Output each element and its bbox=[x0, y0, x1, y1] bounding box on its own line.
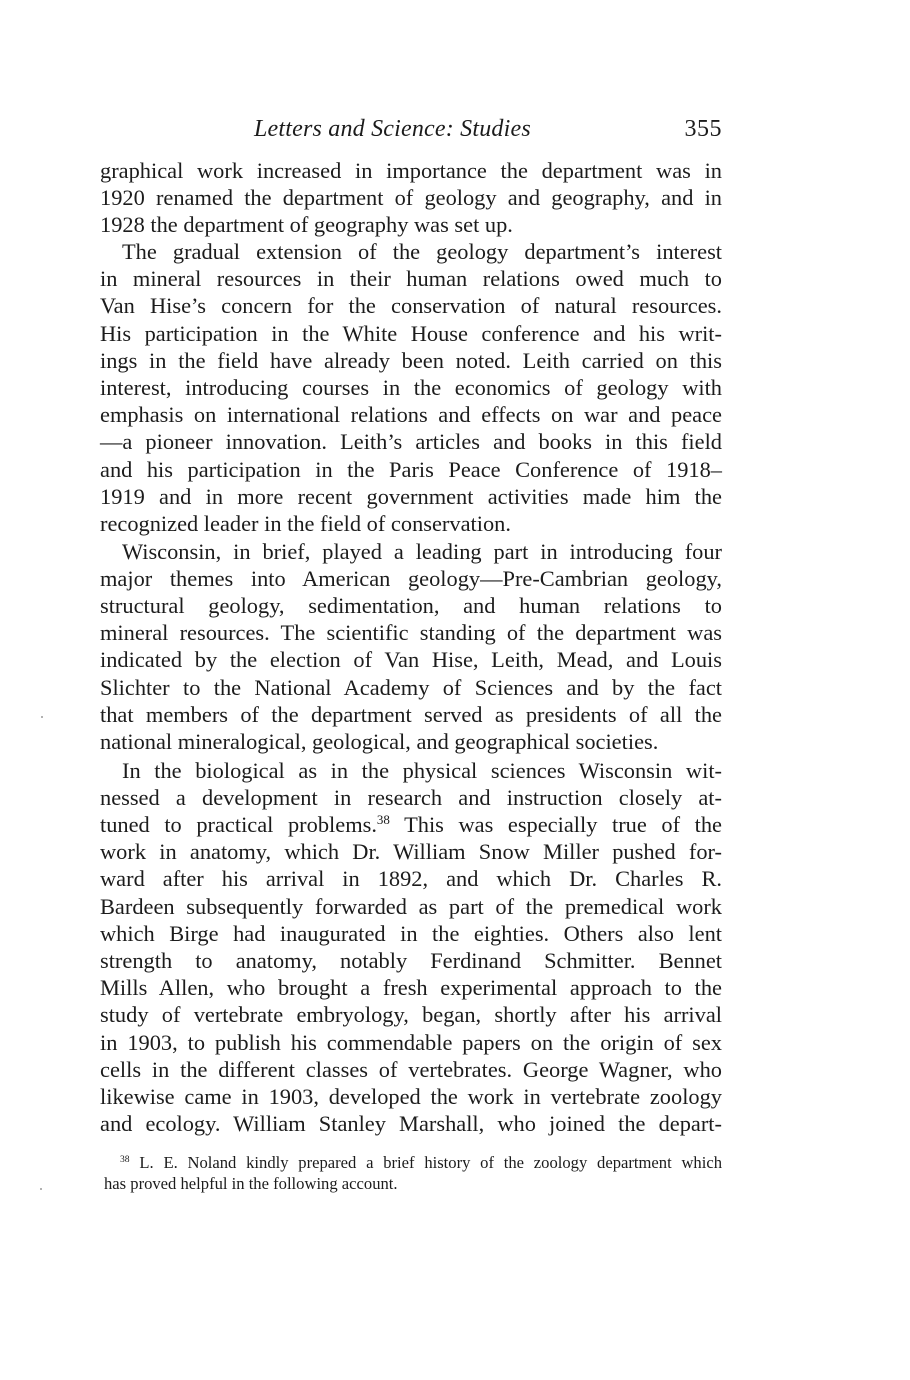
text-line: Van Hise’s concern for the conservation of natural resources. bbox=[100, 293, 722, 318]
footnote-reference[interactable]: 38 bbox=[376, 812, 390, 828]
text-line: that members of the department served as presidents of all the bbox=[100, 702, 722, 727]
text-line: work in anatomy, which Dr. William Snow Miller pushed for- bbox=[100, 839, 722, 864]
footnote-continuation: has proved helpful in the following account. bbox=[104, 1174, 398, 1193]
scan-speck bbox=[41, 716, 43, 718]
text-line: nessed a development in research and instruction closely at- bbox=[100, 785, 722, 810]
text-line: —a pioneer innovation. Leith’s articles and books in this field bbox=[100, 429, 722, 454]
text-line: interest, introducing courses in the economics of geology with bbox=[100, 375, 722, 400]
scan-speck bbox=[40, 1188, 42, 1190]
footnote bbox=[120, 1152, 722, 1174]
text-line: Slichter to the National Academy of Sciences and by the fact bbox=[100, 675, 722, 700]
text-line: The gradual extension of the geology department’s interest bbox=[122, 239, 722, 264]
text-line: strength to anatomy, notably Ferdinand Schmitter. Bennet bbox=[100, 948, 722, 973]
text-line: national mineralogical, geological, and geographical societies. bbox=[100, 729, 659, 754]
running-head bbox=[100, 112, 722, 148]
text-line: ward after his arrival in 1892, and which Dr. Charles R. bbox=[100, 866, 722, 891]
footnote-marker: 38 bbox=[120, 1154, 130, 1166]
text-line: mineral resources. The scientific standing of the department was bbox=[100, 620, 722, 645]
text-line: In the biological as in the physical sciences Wisconsin wit- bbox=[122, 758, 722, 783]
text-line: graphical work increased in importance the department was in bbox=[100, 158, 722, 183]
text-line: indicated by the election of Van Hise, Leith, Mead, and Louis bbox=[100, 647, 722, 672]
text-line: in 1903, to publish his commendable papers on the origin of sex bbox=[100, 1030, 722, 1055]
text-line: 1920 renamed the department of geology and geography, and in bbox=[100, 185, 722, 210]
text-line: in mineral resources in their human relations owed much to bbox=[100, 266, 722, 291]
text-line: Mills Allen, who brought a fresh experimental approach to the bbox=[100, 975, 722, 1000]
text-line: likewise came in 1903, developed the work in vertebrate zoology bbox=[100, 1084, 722, 1109]
text-line: cells in the different classes of vertebrates. George Wagner, who bbox=[100, 1057, 722, 1082]
text-line: Bardeen subsequently forwarded as part of the premedical work bbox=[100, 894, 722, 919]
text-line: recognized leader in the field of conservation. bbox=[100, 511, 511, 536]
text-line: 1919 and in more recent government activities made him the bbox=[100, 484, 722, 509]
footnote-text: L. E. Noland kindly prepared a brief history of the zoology department which bbox=[139, 1153, 722, 1172]
text-fragment: This was especially true of the bbox=[389, 812, 722, 837]
text-line bbox=[100, 811, 722, 839]
text-line: and his participation in the Paris Peace Conference of 1918– bbox=[100, 457, 722, 482]
text-line: structural geology, sedimentation, and human relations to bbox=[100, 593, 722, 618]
page-number: 355 bbox=[684, 116, 722, 142]
text-line: major themes into American geology—Pre-Cambrian geology, bbox=[100, 566, 722, 591]
text-fragment: tuned to practical problems. bbox=[100, 812, 377, 837]
text-line: emphasis on international relations and effects on war and peace bbox=[100, 402, 722, 427]
running-title: Letters and Science: Studies bbox=[254, 116, 531, 142]
text-line: ings in the field have already been noted. Leith carried on this bbox=[100, 348, 722, 373]
text-line: which Birge had inaugurated in the eighties. Others also lent bbox=[100, 921, 722, 946]
text-line: and ecology. William Stanley Marshall, who joined the depart- bbox=[100, 1111, 722, 1136]
text-line: Wisconsin, in brief, played a leading part in introducing four bbox=[122, 539, 722, 564]
text-line: study of vertebrate embryology, began, shortly after his arrival bbox=[100, 1002, 722, 1027]
text-line: His participation in the White House conference and his writ- bbox=[100, 321, 722, 346]
text-line: 1928 the department of geography was set up. bbox=[100, 212, 513, 237]
